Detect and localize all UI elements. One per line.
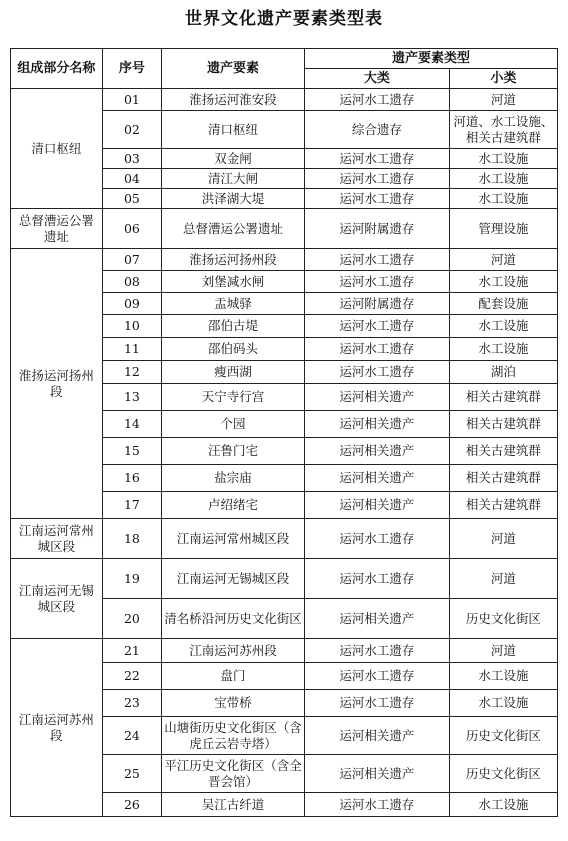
major-type-cell: 运河水工遗存: [304, 189, 449, 209]
minor-type-cell: 河道: [449, 249, 557, 271]
element-cell: 江南运河常州城区段: [162, 519, 305, 559]
element-cell: 宝带桥: [162, 690, 305, 717]
header-element: 遗产要素: [162, 49, 305, 89]
major-type-cell: 运河相关遗产: [304, 755, 449, 793]
row-number-cell: 01: [102, 89, 161, 111]
row-number-cell: 19: [102, 559, 161, 599]
major-type-cell: 运河相关遗产: [304, 438, 449, 465]
header-type: 遗产要素类型: [304, 49, 557, 69]
minor-type-cell: 河道、水工设施、相关古建筑群: [449, 111, 557, 149]
row-number-cell: 08: [102, 271, 161, 293]
element-cell: 清口枢纽: [162, 111, 305, 149]
major-type-cell: 运河水工遗存: [304, 361, 449, 384]
major-type-cell: 运河水工遗存: [304, 271, 449, 293]
minor-type-cell: 湖泊: [449, 361, 557, 384]
major-type-cell: 运河附属遗存: [304, 293, 449, 315]
minor-type-cell: 水工设施: [449, 793, 557, 817]
row-number-cell: 13: [102, 384, 161, 411]
element-cell: 山塘街历史文化街区（含虎丘云岩寺塔）: [162, 717, 305, 755]
major-type-cell: 运河水工遗存: [304, 89, 449, 111]
row-number-cell: 16: [102, 465, 161, 492]
element-cell: 洪泽湖大堤: [162, 189, 305, 209]
group-name-cell: 总督漕运公署遗址: [11, 209, 103, 249]
element-cell: 双金闸: [162, 149, 305, 169]
row-number-cell: 02: [102, 111, 161, 149]
header-minor: 小类: [449, 69, 557, 89]
minor-type-cell: 水工设施: [449, 663, 557, 690]
element-cell: 邵伯古堤: [162, 315, 305, 338]
element-cell: 个园: [162, 411, 305, 438]
table-header: [11, 49, 558, 89]
element-cell: 邵伯码头: [162, 338, 305, 361]
major-type-cell: 运河水工遗存: [304, 559, 449, 599]
row-number-cell: 22: [102, 663, 161, 690]
element-cell: 汪鲁门宅: [162, 438, 305, 465]
major-type-cell: 运河水工遗存: [304, 169, 449, 189]
table-row: [11, 249, 558, 271]
major-type-cell: 运河水工遗存: [304, 793, 449, 817]
element-cell: 淮扬运河扬州段: [162, 249, 305, 271]
minor-type-cell: 河道: [449, 639, 557, 663]
table-row: [11, 639, 558, 663]
row-number-cell: 09: [102, 293, 161, 315]
minor-type-cell: 相关古建筑群: [449, 438, 557, 465]
element-cell: 盐宗庙: [162, 465, 305, 492]
row-number-cell: 20: [102, 599, 161, 639]
group-name-cell: 淮扬运河扬州段: [11, 249, 103, 519]
element-cell: 盂城驿: [162, 293, 305, 315]
minor-type-cell: 相关古建筑群: [449, 492, 557, 519]
page-title: 世界文化遗产要素类型表: [185, 9, 383, 29]
element-cell: 平江历史文化街区（含全晋会馆）: [162, 755, 305, 793]
group-name-cell: 清口枢纽: [11, 89, 103, 209]
major-type-cell: 运河相关遗产: [304, 465, 449, 492]
element-cell: 清名桥沿河历史文化街区: [162, 599, 305, 639]
row-number-cell: 26: [102, 793, 161, 817]
major-type-cell: 综合遗存: [304, 111, 449, 149]
major-type-cell: 运河附属遗存: [304, 209, 449, 249]
row-number-cell: 03: [102, 149, 161, 169]
row-number-cell: 06: [102, 209, 161, 249]
minor-type-cell: 河道: [449, 519, 557, 559]
table-row: [11, 559, 558, 599]
table-row: [11, 209, 558, 249]
element-cell: 江南运河苏州段: [162, 639, 305, 663]
major-type-cell: 运河水工遗存: [304, 639, 449, 663]
major-type-cell: 运河相关遗产: [304, 717, 449, 755]
element-cell: 盘门: [162, 663, 305, 690]
group-name-cell: 江南运河常州城区段: [11, 519, 103, 559]
minor-type-cell: 水工设施: [449, 189, 557, 209]
minor-type-cell: 管理设施: [449, 209, 557, 249]
row-number-cell: 05: [102, 189, 161, 209]
minor-type-cell: 水工设施: [449, 149, 557, 169]
element-cell: 瘦西湖: [162, 361, 305, 384]
row-number-cell: 12: [102, 361, 161, 384]
major-type-cell: 运河水工遗存: [304, 519, 449, 559]
element-cell: 吴江古纤道: [162, 793, 305, 817]
minor-type-cell: 相关古建筑群: [449, 384, 557, 411]
row-number-cell: 10: [102, 315, 161, 338]
header-no: 序号: [102, 49, 161, 89]
element-cell: 清江大闸: [162, 169, 305, 189]
major-type-cell: 运河相关遗产: [304, 492, 449, 519]
major-type-cell: 运河水工遗存: [304, 149, 449, 169]
major-type-cell: 运河水工遗存: [304, 663, 449, 690]
minor-type-cell: 水工设施: [449, 315, 557, 338]
group-name-cell: 江南运河苏州段: [11, 639, 103, 817]
minor-type-cell: 水工设施: [449, 690, 557, 717]
element-cell: 卢绍绪宅: [162, 492, 305, 519]
minor-type-cell: 历史文化街区: [449, 717, 557, 755]
header-group: 组成部分名称: [11, 49, 103, 89]
row-number-cell: 25: [102, 755, 161, 793]
row-number-cell: 23: [102, 690, 161, 717]
row-number-cell: 24: [102, 717, 161, 755]
major-type-cell: 运河相关遗产: [304, 384, 449, 411]
element-cell: 江南运河无锡城区段: [162, 559, 305, 599]
minor-type-cell: 配套设施: [449, 293, 557, 315]
major-type-cell: 运河水工遗存: [304, 249, 449, 271]
element-cell: 淮扬运河淮安段: [162, 89, 305, 111]
minor-type-cell: 相关古建筑群: [449, 411, 557, 438]
table-body: [11, 89, 558, 817]
row-number-cell: 14: [102, 411, 161, 438]
heritage-table: [10, 48, 558, 817]
minor-type-cell: 相关古建筑群: [449, 465, 557, 492]
row-number-cell: 18: [102, 519, 161, 559]
minor-type-cell: 历史文化街区: [449, 599, 557, 639]
group-name-cell: 江南运河无锡城区段: [11, 559, 103, 639]
major-type-cell: 运河相关遗产: [304, 411, 449, 438]
minor-type-cell: 历史文化街区: [449, 755, 557, 793]
table-row: [11, 89, 558, 111]
minor-type-cell: 河道: [449, 559, 557, 599]
row-number-cell: 07: [102, 249, 161, 271]
row-number-cell: 04: [102, 169, 161, 189]
element-cell: 总督漕运公署遗址: [162, 209, 305, 249]
major-type-cell: 运河水工遗存: [304, 338, 449, 361]
element-cell: 天宁寺行宫: [162, 384, 305, 411]
row-number-cell: 11: [102, 338, 161, 361]
row-number-cell: 15: [102, 438, 161, 465]
major-type-cell: 运河相关遗产: [304, 599, 449, 639]
major-type-cell: 运河水工遗存: [304, 690, 449, 717]
minor-type-cell: 水工设施: [449, 271, 557, 293]
minor-type-cell: 水工设施: [449, 338, 557, 361]
minor-type-cell: 河道: [449, 89, 557, 111]
major-type-cell: 运河水工遗存: [304, 315, 449, 338]
table-row: [11, 519, 558, 559]
row-number-cell: 17: [102, 492, 161, 519]
element-cell: 刘堡减水闸: [162, 271, 305, 293]
minor-type-cell: 水工设施: [449, 169, 557, 189]
header-major: 大类: [304, 69, 449, 89]
row-number-cell: 21: [102, 639, 161, 663]
